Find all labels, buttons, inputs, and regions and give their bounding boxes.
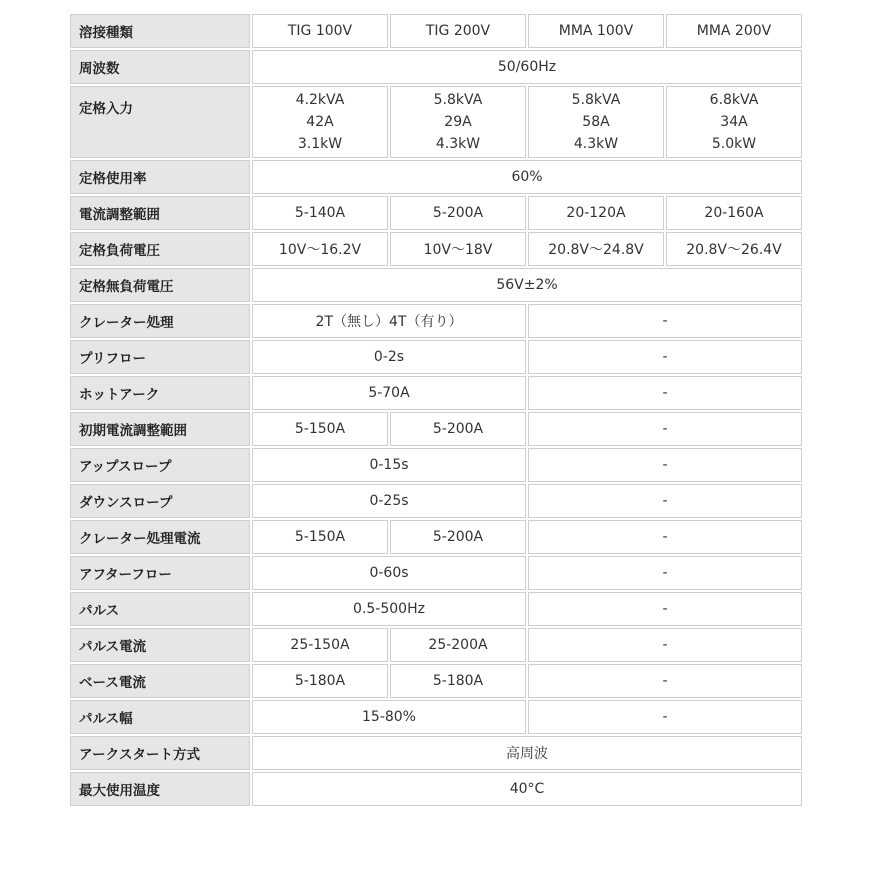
row-base-current: [70, 664, 802, 698]
row-label: 定格負荷電圧: [70, 232, 250, 266]
row-arc-start: [70, 736, 802, 770]
row-current-range: [70, 196, 802, 230]
row-label: パルス: [70, 592, 250, 626]
row-label: 初期電流調整範囲: [70, 412, 250, 446]
row-hot-arc: [70, 376, 802, 410]
cell-tig100: 5-150A: [252, 520, 388, 554]
cell-tig: 2T（無し）4T（有り）: [252, 304, 526, 338]
spec-table: [68, 12, 804, 808]
row-afterflow: [70, 556, 802, 590]
cell-mma: -: [528, 556, 802, 590]
row-label: ダウンスロープ: [70, 484, 250, 518]
cell-mma: -: [528, 628, 802, 662]
cell-tig: 0-15s: [252, 448, 526, 482]
row-welding-type: [70, 14, 802, 48]
cell-mma: -: [528, 520, 802, 554]
cell-mma: -: [528, 340, 802, 374]
row-label: 周波数: [70, 50, 250, 84]
cell-tig200: 5-180A: [390, 664, 526, 698]
rated-kw: 4.3kW: [573, 136, 619, 152]
cell-tig100: 10V～16.2V: [252, 232, 388, 266]
rated-amps: 29A: [444, 114, 472, 130]
cell-tig: 15-80%: [252, 700, 526, 734]
cell-mma200: 20-160A: [666, 196, 802, 230]
row-pulse: [70, 592, 802, 626]
rated-kva: 5.8kVA: [571, 92, 621, 108]
rated-kva: 4.2kVA: [295, 92, 345, 108]
cell-mma: -: [528, 700, 802, 734]
row-label: 最大使用温度: [70, 772, 250, 806]
row-duty-cycle: [70, 160, 802, 194]
cell-mma100: 20-120A: [528, 196, 664, 230]
rated-kw: 5.0kW: [711, 136, 757, 152]
row-max-temp: [70, 772, 802, 806]
cell-mma200: [666, 86, 802, 158]
cell-tig100: TIG 100V: [252, 14, 388, 48]
row-crater-current: [70, 520, 802, 554]
rated-kva: 6.8kVA: [709, 92, 759, 108]
cell-tig200: [390, 86, 526, 158]
row-pulse-current: [70, 628, 802, 662]
rated-amps: 34A: [720, 114, 748, 130]
cell-tig: 0-2s: [252, 340, 526, 374]
row-label: 定格入力: [70, 86, 250, 158]
cell-tig200: 5-200A: [390, 196, 526, 230]
cell-tig200: 10V～18V: [390, 232, 526, 266]
cell-mma100: MMA 100V: [528, 14, 664, 48]
cell-tig100: 5-140A: [252, 196, 388, 230]
rated-amps: 58A: [582, 114, 610, 130]
cell-all: 40°C: [252, 772, 802, 806]
row-pulse-width: [70, 700, 802, 734]
row-label: 定格無負荷電圧: [70, 268, 250, 302]
row-initial-current: [70, 412, 802, 446]
cell-mma: -: [528, 592, 802, 626]
cell-mma100: [528, 86, 664, 158]
row-crater: [70, 304, 802, 338]
cell-tig100: [252, 86, 388, 158]
rated-amps: 42A: [306, 114, 334, 130]
cell-tig200: TIG 200V: [390, 14, 526, 48]
row-label: クレーター処理電流: [70, 520, 250, 554]
row-label: アフターフロー: [70, 556, 250, 590]
row-label: ホットアーク: [70, 376, 250, 410]
rated-kva: 5.8kVA: [433, 92, 483, 108]
cell-tig: 5-70A: [252, 376, 526, 410]
cell-tig100: 5-180A: [252, 664, 388, 698]
rated-kw: 3.1kW: [297, 136, 343, 152]
cell-mma: -: [528, 376, 802, 410]
cell-all: 56V±2%: [252, 268, 802, 302]
cell-tig: 0.5-500Hz: [252, 592, 526, 626]
cell-tig200: 5-200A: [390, 412, 526, 446]
cell-tig200: 5-200A: [390, 520, 526, 554]
row-label: プリフロー: [70, 340, 250, 374]
cell-mma200: MMA 200V: [666, 14, 802, 48]
row-preflow: [70, 340, 802, 374]
cell-all: 50/60Hz: [252, 50, 802, 84]
cell-mma: -: [528, 448, 802, 482]
row-label: 溶接種類: [70, 14, 250, 48]
cell-mma: -: [528, 304, 802, 338]
row-label: アップスロープ: [70, 448, 250, 482]
row-no-load-voltage: [70, 268, 802, 302]
cell-all: 高周波: [252, 736, 802, 770]
row-upslope: [70, 448, 802, 482]
rated-kw: 4.3kW: [435, 136, 481, 152]
row-rated-load-voltage: [70, 232, 802, 266]
cell-mma: -: [528, 412, 802, 446]
row-frequency: [70, 50, 802, 84]
row-label: 電流調整範囲: [70, 196, 250, 230]
cell-mma: -: [528, 484, 802, 518]
cell-all: 60%: [252, 160, 802, 194]
row-label: アークスタート方式: [70, 736, 250, 770]
row-downslope: [70, 484, 802, 518]
cell-mma200: 20.8V～26.4V: [666, 232, 802, 266]
cell-tig100: 5-150A: [252, 412, 388, 446]
row-label: パルス幅: [70, 700, 250, 734]
cell-mma: -: [528, 664, 802, 698]
row-rated-input: [70, 86, 802, 158]
cell-mma100: 20.8V～24.8V: [528, 232, 664, 266]
row-label: ベース電流: [70, 664, 250, 698]
cell-tig: 0-25s: [252, 484, 526, 518]
row-label: クレーター処理: [70, 304, 250, 338]
row-label: パルス電流: [70, 628, 250, 662]
cell-tig100: 25-150A: [252, 628, 388, 662]
row-label: 定格使用率: [70, 160, 250, 194]
cell-tig200: 25-200A: [390, 628, 526, 662]
cell-tig: 0-60s: [252, 556, 526, 590]
